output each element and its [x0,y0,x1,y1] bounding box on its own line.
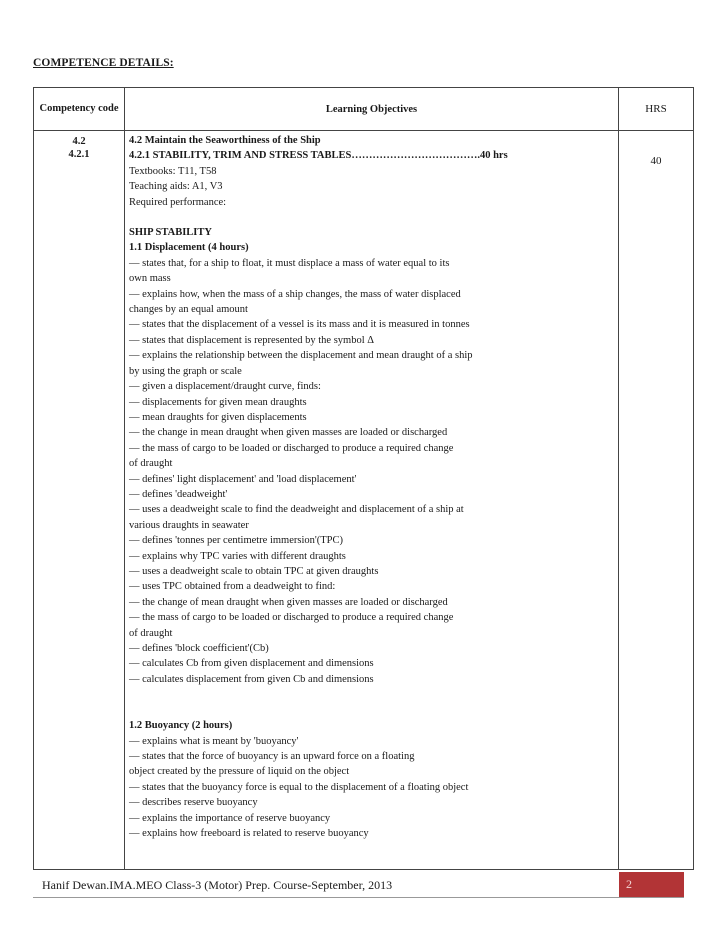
objective-line: — explains why TPC varies with different draughts [129,550,346,562]
objective-line: — displacements for given mean draughts [129,396,307,408]
objective-line: — defines 'deadweight' [129,488,228,500]
objective-title-2-text: 4.2.1 STABILITY, TRIM AND STRESS TABLES [129,150,352,162]
competency-code-cell [34,131,125,870]
objective-line: — states that displacement is represented by the symbol Δ [129,334,374,346]
objective-line: — explains the relationship between the displacement and mean draught of a ship [129,350,473,362]
objective-line: — the mass of cargo to be loaded or discharged to produce a required change [129,442,454,454]
page-number-badge: 2 [619,872,684,897]
objective-line: changes by an equal amount [129,304,248,316]
objective-line: by using the graph or scale [129,365,242,377]
objective-line: of draught [129,627,173,639]
objective-line: — describes reserve buoyancy [129,797,258,809]
hrs-cell: 40 [619,131,694,870]
objective-line: — the change in mean draught when given masses are loaded or discharged [129,427,448,439]
objective-line: — uses a deadweight scale to find the deadweight and displacement of a ship at [129,504,464,516]
objective-line: — explains how, when the mass of a ship changes, the mass of water displaced [129,288,461,300]
header-competency-code: Competency code [34,88,125,131]
teaching-aids: Teaching aids: A1, V3 [129,181,223,193]
objective-line: — defines 'block coefficient'(Cb) [129,643,269,654]
objective-line: — states that the displacement of a vessel is its mass and it is measured in tonnes [129,319,470,331]
table-row [34,131,694,870]
objective-line: — states that, for a ship to float, it must displace a mass of water equal to its [129,257,450,269]
objective-line: object created by the pressure of liquid on the object [129,766,350,778]
header-learning-objectives: Learning Objectives [125,88,619,131]
objective-line: — explains the importance of reserve buoyancy [129,812,331,824]
objective-title-2-dots: ……………………………….40 hrs [351,150,508,162]
objective-line: — calculates Cb from given displacement and dimensions [129,658,374,670]
objective-line: various draughts in seawater [129,519,249,531]
code-4-2-1: 4.2.1 [68,149,90,160]
objective-line: of draught [129,458,173,470]
objective-line: — mean draughts for given displacements [129,411,307,423]
objective-line: — uses a deadweight scale to obtain TPC at given draughts [129,565,379,577]
objective-line: — defines' light displacement' and 'load displacement' [129,473,357,485]
footer-divider [33,897,684,898]
objective-line: — the change of mean draught when given masses are loaded or discharged [129,596,448,608]
objective-line: — explains how freeboard is related to reserve buoyancy [129,828,369,840]
objective-line: own mass [129,273,171,285]
required-performance: Required performance: [129,196,227,208]
header-hrs: HRS [619,88,694,131]
objective-line: — states that the force of buoyancy is an upward force on a floating [129,751,415,763]
objective-title-1: 4.2 Maintain the Seaworthiness of the Ship [129,135,321,146]
learning-objectives-cell [125,131,619,870]
textbooks: Textbooks: T11, T58 [129,165,217,177]
subsection-displacement-title: 1.1 Displacement (4 hours) [129,242,249,254]
page-heading: COMPETENCE DETAILS: [33,57,174,69]
objective-line: — given a displacement/draught curve, finds: [129,381,321,393]
footer-text: Hanif Dewan.IMA.MEO Class-3 (Motor) Prep. Course-September, 2013 [42,878,393,892]
section-title: SHIP STABILITY [129,227,212,239]
objective-title-2 [129,148,618,163]
table-header-row [34,88,694,131]
competence-table [33,87,694,870]
objective-line: — defines 'tonnes per centimetre immersion'(TPC) [129,535,344,547]
objective-line: — explains what is meant by 'buoyancy' [129,735,299,747]
objective-line: — the mass of cargo to be loaded or discharged to produce a required change [129,612,454,624]
subsection-displacement-list [129,256,618,687]
objective-line: — states that the buoyancy force is equal to the displacement of a floating object [129,781,469,793]
objective-line: — calculates displacement from given Cb and dimensions [129,673,374,685]
code-4-2: 4.2 [72,136,86,147]
objective-line: — uses TPC obtained from a deadweight to find: [129,581,336,593]
subsection-buoyancy-list [129,734,618,842]
subsection-buoyancy-title: 1.2 Buoyancy (2 hours) [129,720,233,732]
